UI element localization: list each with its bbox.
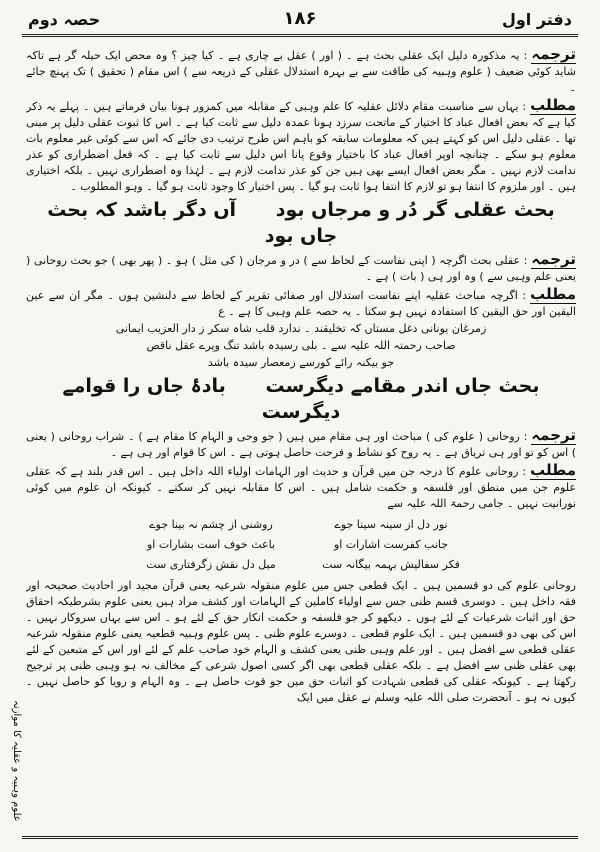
explanation-paragraph [26, 286, 576, 320]
verse-heading [26, 197, 576, 249]
translation-paragraph [26, 251, 576, 285]
verse-left: آں دگر باشد کہ بحث جاں بود [47, 199, 338, 247]
translation-label: ترجمہ [531, 46, 576, 63]
verse-line: جانب کفرست اشارات او [333, 538, 449, 551]
margin-note: علوم وہبیہ و عقلیہ کا موازنہ [11, 700, 22, 822]
explanation-paragraph [26, 97, 576, 195]
verse-left: بادۂ جاں را قوامے دیگرست [62, 375, 341, 423]
verse-right: بحث عقلی گر دُر و مرجاں بود [275, 199, 555, 221]
paragraph-text: : اگرچہ مباحث عقلیہ اپنے نفاست استدلال اور صفائی تقریر کے لحاظ سے دلنشین ہوں ۔ مگر ان سے عین الیقین اور حق الیقین کا استفادہ نہیں ہو سکتا ۔ یہ حصہ علم وہبی کا ہے ۔ ع [26, 289, 576, 318]
paragraph-text: : روحانی علوم کا درجہ جن میں قرآن و حدیث اور الہامات اولیاء اللہ داخل ہیں ۔ اس قدر بلند ہے کہ عقلی علوم جن میں منطق اور فلسفہ و حکمت شامل ہیں ۔ اس کا مقابلہ نہیں کر سکتے ۔ کیونکہ ان علوم میں کوئی نورانیت نہیں ۔ جامی رحمۃ اللہ علیہ سے [26, 465, 576, 510]
footer-rule [22, 836, 578, 839]
page-header [8, 6, 592, 32]
paragraph-text: : عقلی بحث اگرچہ ( اپنی نفاست کے لحاظ سے ) در و مرجان ( کی مثل ) ہو ۔ ( پھر بھی ) جو بحث روحانی ( یعنی علم وہبی سے ) وہ اور ہی ( بات ) ہے ۔ [26, 254, 576, 283]
verse-line: فکر سفالیش بہمہ بیگانہ ست [322, 558, 460, 571]
book-title: دفتر اول [501, 10, 572, 29]
page-body [26, 46, 576, 820]
verse-heading [26, 373, 576, 425]
translation-label: ترجمہ [531, 250, 576, 268]
quoted-verses [26, 321, 576, 371]
verse-line: صاحب رحمتہ اللہ علیہ سے ۔ بلی رسیدہ باشد تنگ وپرے عقل ناقص [146, 339, 456, 352]
header-rule [22, 34, 578, 37]
paragraph-text: : یہ مذکورہ دلیل ایک عقلی بحث ہے ۔ ( اور ) عقل بے چاری ہے ۔ کیا چیز ؟ وہ محض ایک حیلہ گر ہے تاکہ شاید کوئی ضعیف ( علوم وہبیہ کی طاقت سے بے بہرہ استدلال عقلی کے ذریعہ سے ) اس مقام ( تحقیق ) تک پہنچ جائے ۔ [26, 49, 576, 94]
verse-line: زمرغان یونانی دغل مستاں کہ تخلیقند ۔ ندارد قلب شاہ سکر ز دار العزیب ایمانی [115, 322, 487, 335]
translation-paragraph [26, 46, 576, 96]
translation-label: ترجمہ [531, 426, 576, 444]
page [8, 6, 592, 846]
paragraph-text: : یہاں سے مناسبت مقام دلائل عقلیہ کا علم وہبی کے مقابلہ میں کمزور ہونا بیان فرماتے ہیں ۔ پہلے یہ ذکر کیا ہے کہ بعض افعال عباد کا اختیار کے ماتحت سرزد ہونا عمدہ دلیل سے ثابت کیا ہے ۔ اس کا ثبوت عقلی دلیل پر مبنی تھا ۔ عقلی دلیل اس کو کہتے ہیں کہ معلومات سابقہ کو باہم اس طرح ترتیب دی جائے کہ اس سے کوئی غیر معلوم بات معلوم ہو سکے ۔ چنانچہ اوپر افعال عباد کا باختیار وقوع پانا اس دلیل سے ثابت کیا ہے ۔ کہ فعل اضطراری کو عذر ندامت لازم نہیں ۔ مگر بعض افعال ایسے بھی ہیں جن کو عذر ندامت لازم ہے ۔ لہٰذا وہ اضطراری نہیں ۔ بلکہ اختیاری ہیں ۔ اور ملزوم کا انتفا ہو تو لازم کا انتفا ہوا ثابت ہو گیا ۔ پس اختیار کا وجود ثابت ہو گیا ۔ وہو المطلوب ۔ [26, 100, 576, 193]
verse-line: جو بیکنہ رائے کورسے زمعصار سیدہ باشد [207, 356, 395, 369]
paragraph-text: : روحانی ( علوم کی ) مباحث اور ہی مقام میں ہیں ( جو وحی و الہام کا مقام ہے ) ۔ شراب روحانی ( یعنی ) اس کو تو اور ہی تریاق ہے ۔ یہ روح کو نشاط و فرحت حاصل ہوتی ہے ۔ اس کا قوام اور ہی ہے ۔ [26, 430, 576, 459]
verse-line: روشنی از چشم نہ بینا جوے [149, 518, 273, 531]
explanation-paragraph [26, 462, 576, 512]
verse-line: میل دل نقش زگرفتاری ست [146, 558, 276, 571]
verse-right: بحث جاں اندر مقامے دیگرست [265, 375, 540, 397]
verse-line: باعث خوف است بشارات او [146, 538, 276, 551]
translation-paragraph [26, 427, 576, 461]
explanation-label: مطلب [530, 96, 576, 114]
verse-line: نور دل از سینہ سینا جوے [334, 518, 448, 531]
body-paragraph: روحانی علوم کی دو قسمیں ہیں ۔ ایک قطعی جس میں علوم منقولہ شرعیہ یعنی قرآن مجید اور احادیث صحیحہ اور فقہ داخل ہیں ۔ دوسری قسم ظنی جس سے اولیاء کاملین کے الہامات اور کشف مراد ہیں یعنی علوم بشرطیکہ احقاق حق اور اثبات شرعیات کے لئے ہوں ۔ دیکھو کر جو فلسفہ و حکمت انکار حق کے لئے ہو ۔ اس سے یہاں سروکار نہیں ۔ اس کی بھی دو قسمیں ہیں ۔ ایک علوم قطعی ۔ دوسرے علوم ظنی ۔ پس علوم وہبیہ قطعیہ یعنی علوم منقولہ شرعیہ عقلی قطعی سے افضل ہیں ۔ اور علم وہبی ظنی یعنی کشف و الہام خود صاحب علم کے لئے اور اس کے متبعین کے لئے بھی عقلی ظنی سے افضل ہے ۔ بلکہ عقلی قطعی بھی اگر کسی اصول شرعی کے مخالف نہ ہو وہبی ظنی پر ترجیح رکھتا ہے ۔ کیونکہ عقلی کی قطعی شہادت کو اثبات حق میں جو قوت حاصل ہے ۔ وہ الہام و رویا کو حاصل نہیں ۔ کیوں نہ ہو ۔ آنحضرت صلی اللہ علیہ وسلم نے عقل میں ایک [26, 579, 576, 704]
jami-verses [141, 516, 461, 574]
explanation-label: مطلب [530, 285, 576, 303]
page-number: ۱۸۶ [283, 8, 317, 29]
section-title: حصہ دوم [28, 10, 101, 29]
explanation-label: مطلب [530, 461, 576, 479]
